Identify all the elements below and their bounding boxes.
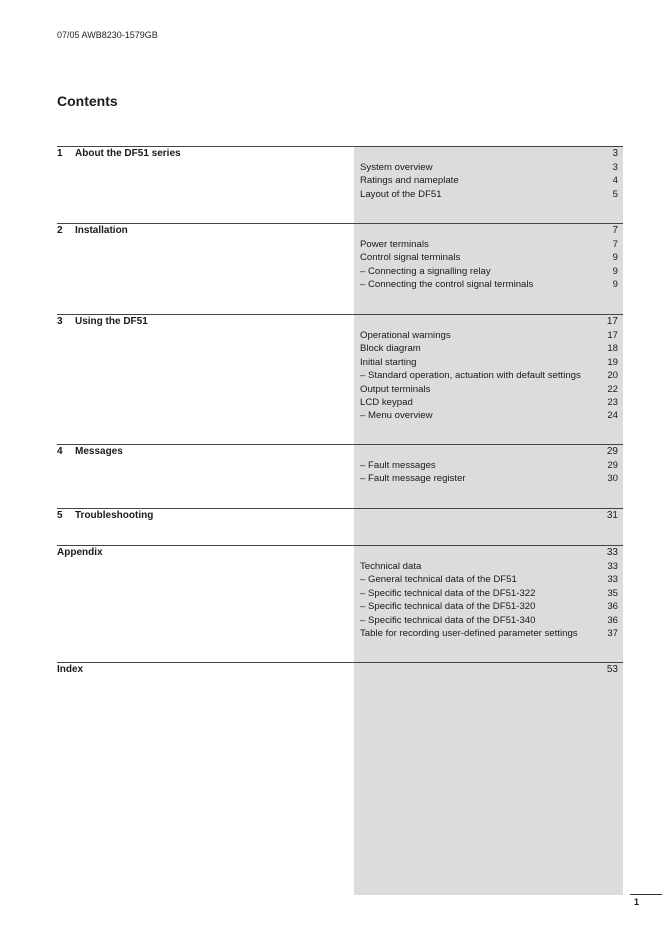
section-heading[interactable] xyxy=(57,510,153,521)
toc-entry-page: 33 xyxy=(607,561,618,572)
toc-entry-label: – Connecting a signalling relay xyxy=(360,265,491,277)
toc-entry-page: 37 xyxy=(607,627,618,639)
section-title: Using the DF51 xyxy=(75,316,148,327)
toc-entry[interactable] xyxy=(360,396,618,409)
toc-entry[interactable] xyxy=(360,383,618,396)
toc-entry-page: 30 xyxy=(607,473,618,485)
toc-entry-label: Operational warnings xyxy=(360,330,451,341)
toc-entry[interactable] xyxy=(360,459,618,472)
section-title: Installation xyxy=(75,225,128,236)
footer-rule xyxy=(630,894,662,895)
toc-entry-page: 24 xyxy=(607,410,618,422)
section-heading[interactable] xyxy=(57,225,128,236)
toc-section-index xyxy=(57,662,623,675)
toc-entry-page: 23 xyxy=(607,396,618,408)
toc-entries xyxy=(360,238,618,292)
toc-entry-label: Power terminals xyxy=(360,239,429,250)
toc-entry-label: LCD keypad xyxy=(360,396,413,408)
section-heading[interactable] xyxy=(57,547,103,558)
toc-entry-page: 9 xyxy=(612,252,618,264)
toc-entries xyxy=(360,560,618,640)
toc-entry-page: 17 xyxy=(607,330,618,341)
toc-entry-label: System overview xyxy=(360,162,433,173)
toc-entry-label: – Standard operation, actuation with default settings xyxy=(360,370,581,382)
section-number: 5 xyxy=(57,510,63,521)
toc-entry-label: Technical data xyxy=(360,561,422,572)
header-doc-code: 07/05 AWB8230-1579GB xyxy=(57,30,158,40)
toc-section-3 xyxy=(57,314,623,422)
section-page: 31 xyxy=(606,510,618,521)
section-heading[interactable] xyxy=(57,664,83,675)
section-heading[interactable] xyxy=(57,316,148,327)
section-number: 2 xyxy=(57,225,63,236)
toc-entry[interactable] xyxy=(360,587,618,600)
toc-entry-page: 4 xyxy=(612,175,618,187)
toc-section-4 xyxy=(57,444,623,485)
toc-entry[interactable] xyxy=(360,329,618,342)
toc-section-appendix xyxy=(57,545,623,639)
toc-entry-page: 18 xyxy=(607,343,618,355)
toc-entry-page: 9 xyxy=(612,279,618,291)
section-number: 4 xyxy=(57,446,63,457)
toc-entry-label: Table for recording user-defined parameter settings xyxy=(360,627,578,639)
toc-entry-page: 20 xyxy=(607,370,618,382)
toc-entries xyxy=(360,161,618,201)
toc-entry[interactable] xyxy=(360,409,618,422)
toc-entry[interactable] xyxy=(360,614,618,627)
toc-section-2 xyxy=(57,223,623,291)
toc-entry-label: – Fault message register xyxy=(360,473,466,485)
toc-entry-page: 22 xyxy=(607,383,618,395)
toc-section-1 xyxy=(57,146,623,200)
toc-entry-label: Block diagram xyxy=(360,343,421,355)
toc-entries xyxy=(360,329,618,423)
section-heading[interactable] xyxy=(57,446,123,457)
toc-entry[interactable] xyxy=(360,265,618,278)
toc-entry[interactable] xyxy=(360,627,618,640)
toc-entry-label: – Menu overview xyxy=(360,410,433,422)
toc-entry-label: – General technical data of the DF51 xyxy=(360,574,517,586)
section-page: 3 xyxy=(612,148,618,159)
section-number: 1 xyxy=(57,148,63,159)
toc-entry-page: 9 xyxy=(612,265,618,277)
toc-entry[interactable] xyxy=(360,356,618,369)
toc-entry[interactable] xyxy=(360,472,618,485)
toc-entry-page: 29 xyxy=(607,460,618,471)
toc-entry-label: Output terminals xyxy=(360,383,431,395)
toc-entry-label: – Specific technical data of the DF51-340 xyxy=(360,614,536,626)
toc-entry-page: 7 xyxy=(612,239,618,250)
toc-entry-label: Layout of the DF51 xyxy=(360,188,442,200)
section-page: 17 xyxy=(606,316,618,327)
section-title: Troubleshooting xyxy=(75,510,154,521)
toc-entry-label: – Specific technical data of the DF51-322 xyxy=(360,587,536,599)
toc-entry-label: – Specific technical data of the DF51-320 xyxy=(360,601,536,613)
toc-entry-page: 35 xyxy=(607,587,618,599)
toc-entry-label: Ratings and nameplate xyxy=(360,175,459,187)
toc-entry[interactable] xyxy=(360,188,618,201)
page-title: Contents xyxy=(57,93,118,109)
toc-entry-page: 33 xyxy=(607,574,618,586)
section-title: About the DF51 series xyxy=(75,148,181,159)
toc-entries xyxy=(360,459,618,486)
toc-section-5 xyxy=(57,508,623,521)
section-page: 29 xyxy=(606,446,618,457)
toc-entry[interactable] xyxy=(360,560,618,573)
section-title: Messages xyxy=(75,446,123,457)
toc-entry[interactable] xyxy=(360,278,618,291)
toc-entry-page: 19 xyxy=(607,356,618,368)
toc-entry-page: 5 xyxy=(612,188,618,200)
section-number: 3 xyxy=(57,316,63,327)
toc-entry-label: – Connecting the control signal terminals xyxy=(360,279,534,291)
section-heading[interactable] xyxy=(57,148,181,159)
toc-entry[interactable] xyxy=(360,342,618,355)
toc-entry[interactable] xyxy=(360,174,618,187)
toc-entry[interactable] xyxy=(360,161,618,174)
section-title: Appendix xyxy=(57,547,103,558)
toc-entry[interactable] xyxy=(360,600,618,613)
toc-entry-label: – Fault messages xyxy=(360,460,436,471)
page-number: 1 xyxy=(634,897,640,907)
section-title: Index xyxy=(57,664,84,675)
toc-entry-page: 36 xyxy=(607,614,618,626)
toc-entry[interactable] xyxy=(360,251,618,264)
toc-entry[interactable] xyxy=(360,369,618,382)
section-page: 7 xyxy=(612,225,618,236)
toc-entry[interactable] xyxy=(360,573,618,586)
section-page: 33 xyxy=(606,547,618,558)
toc-entry-label: Initial starting xyxy=(360,356,417,368)
toc-entry-label: Control signal terminals xyxy=(360,252,461,264)
toc-entry[interactable] xyxy=(360,238,618,251)
section-page: 53 xyxy=(606,664,618,675)
toc-entry-page: 3 xyxy=(612,162,618,173)
toc-entry-page: 36 xyxy=(607,601,618,613)
